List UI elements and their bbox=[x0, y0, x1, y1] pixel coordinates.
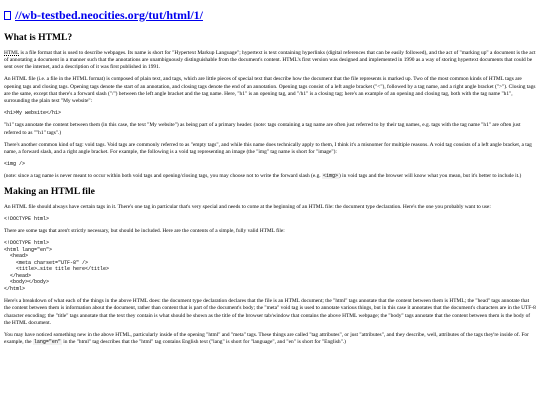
paragraph-tags-intro: An HTML file (i.e. a file in the HTML format) is composed of plain text, and tags, which are little pieces of special text that describe how the document that the file represents is marked up. Two of the most common kinds of HTML tags are opening tags and closing tags. Opening tags denote the start of an annotation, and closing tags denote the end of an annotation. Opening tags consist of a left angle bracket ("<"), followed by a tag name, and a right angle bracket (">"). Closing tags are the same, except that there's a forward slash ("/") between the left angle bracket and the tag name. Here, "h1" is an opening tag, and "/h1" is a closing tag; here's an example of an opening and closing tag, both with the tag name "h1", surrounding the plain text "My website": bbox=[4, 76, 536, 104]
site-home-link[interactable] bbox=[4, 7, 536, 23]
attributes-after: in the "html" tag describes that the "html" tag contains English text ("lang" is short for "language", and "en" is short for "English".) bbox=[61, 338, 346, 345]
inline-code-img: <img> bbox=[322, 173, 338, 180]
paragraph-breakdown: Here's a breakdown of what each of the things in the above HTML does: the document type declaration declares that the file is an HTML document; the "html" tags annotate that the content between them is HTML; the "head" tags annotate that the content between them is information about the document, rather than content that is part of the document's body; the "meta" void tag is used to annotate various things, but in this case it annotates that the document's characters are in the UTF-8 character encoding; the "title" tags annotate that the text they contain is what should be shown as the title of the browser tab/window that contains the above HTML webpage; the "body" tags annotate that the content between them is the body of the HTML document. bbox=[4, 298, 536, 326]
heading-making-html-file: Making an HTML file bbox=[4, 185, 95, 197]
paragraph-doctype-intro: An HTML file should always have certain tags in it. There's one tag in particular that's very special and needs to come at the beginning of an HTML file: the document type declaration. Here's the one you probably want to use: bbox=[4, 203, 491, 210]
paragraph-attributes bbox=[4, 332, 536, 346]
paragraph-h1-explanation: "h1" tags annotate the content between them (in this case, the text "My website") as being part of a primary header. (note: tags containing a tag name are often just referred to by their tag names, e.g. tags with the tag name "h1" are often just referred to as ""h1" tags".) bbox=[4, 122, 521, 136]
html-abbreviation: HTML bbox=[4, 50, 20, 56]
code-example-img: <img /> bbox=[4, 160, 26, 167]
paragraph-html-definition bbox=[4, 50, 536, 71]
void-note-before: (note: since a tag name is never meant to occur within both void tags and opening/closing tags, you may choose not to write the forward slash (e.g. bbox=[4, 173, 322, 180]
paragraph-void-tags: There's another common kind of tag: void tags. Void tags are commonly referred to as "empty tags", and while this name does technically apply to them, I think it's a misnomer for multiple reasons. A void tag consists of a left angle bracket, a tag name, a forward slash, and a right angle bracket. For example, the following is a void tag representing an image (the "img" tag name is short for "image"): bbox=[4, 141, 532, 155]
heading-what-is-html: What is HTML? bbox=[4, 32, 73, 43]
paragraph-simple-file-intro: There are some tags that aren't strictly necessary, but should be included. Here are the contents of a simple, fully valid HTML file: bbox=[4, 228, 285, 235]
inline-code-lang: lang="en" bbox=[33, 338, 61, 345]
code-example-doctype: <!DOCTYPE html> bbox=[4, 215, 50, 222]
paragraph-html-definition-text: is a file format that is used to describe webpages. Its name is short for "Hypertext Markup Language"; hypertext is text containing hyperlinks (digital references that can be easily followed), and the act of "marking up" a document is the act of annotating a document in a manner such that the annotations are unambiguously distinguishable from the document's content. HTML's first version was designed and implemented in 1990 as a way of storing hypertext documents that could be sent over the internet, and a description of it was first published in 1991. bbox=[4, 50, 536, 71]
code-example-simple-file: <!DOCTYPE html> <html lang="en"> <head> <meta charset="UTF-8" /> <title>…site title here</title> </head> <body></body> </html> bbox=[4, 240, 110, 292]
paragraph-void-note bbox=[4, 173, 536, 180]
void-note-after: ) in void tags and the browser will know what you mean, but it's better to include it.) bbox=[338, 173, 522, 180]
attributes-before: You may have noticed something new in the above HTML, particularly inside of the opening "html" and "meta" tags. These things are called "tag attributes", or just "attributes", and they describe, well, attributes of the tags they're inside of. For example, the bbox=[4, 331, 529, 345]
section-what-is-html bbox=[4, 32, 536, 181]
site-link-text: //wb-testbed.neocities.org/tut/html/1/ bbox=[15, 8, 203, 22]
home-icon bbox=[4, 11, 11, 20]
section-making-html-file bbox=[4, 186, 536, 347]
code-example-h1: <h1>My website</h1> bbox=[4, 109, 62, 116]
